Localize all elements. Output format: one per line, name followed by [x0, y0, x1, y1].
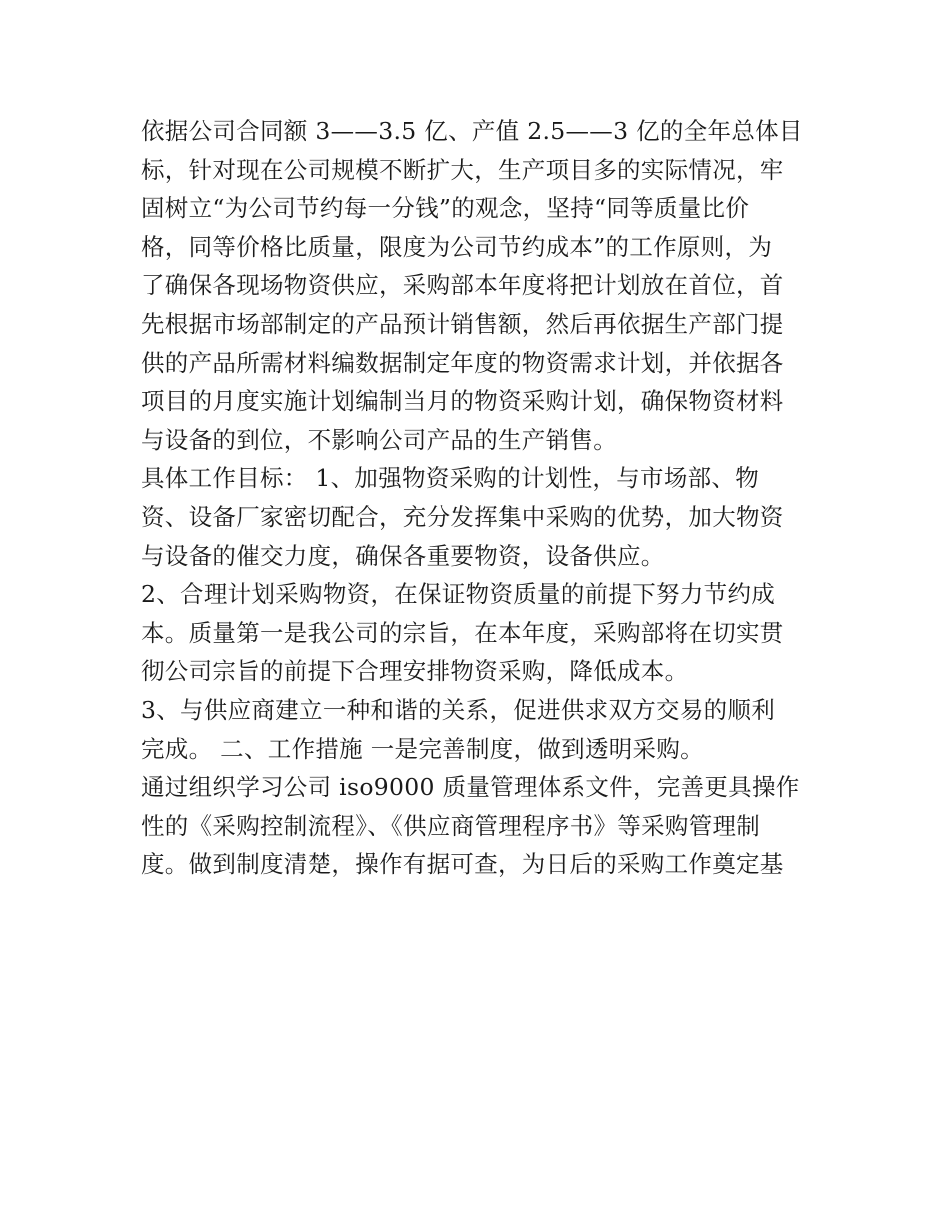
text-line-10: 具体工作目标： 1、加强物资采购的计划性，与市场部、物 [141, 464, 760, 493]
text-line-11: 资、设备厂家密切配合，充分发挥集中采购的优势，加大物资 [141, 502, 784, 531]
text-line-3: 固树立“为公司节约每一分钱”的观念，坚持“同等质量比价 [141, 194, 750, 223]
text-line-17: 完成。 二、工作措施 一是完善制度，做到透明采购。 [141, 734, 704, 763]
text-line-20: 度。做到制度清楚，操作有据可查，为日后的采购工作奠定基 [141, 850, 784, 879]
text-line-2: 标，针对现在公司规模不断扩大，生产项目多的实际情况，牢 [141, 155, 784, 184]
text-line-6: 先根据市场部制定的产品预计销售额，然后再依据生产部门提 [141, 309, 784, 338]
text-line-8: 项目的月度实施计划编制当月的物资采购计划，确保物资材料 [141, 387, 784, 416]
text-line-5: 了确保各现场物资供应，采购部本年度将把计划放在首位，首 [141, 271, 784, 300]
document-body [141, 112, 821, 884]
text-line-13: 2、合理计划采购物资，在保证物资质量的前提下努力节约成 [141, 580, 776, 609]
text-line-19: 性的《采购控制流程》、《供应商管理程序书》等采购管理制 [141, 811, 761, 840]
text-line-18: 通过组织学习公司 iso9000 质量管理体系文件，完善更具操作 [141, 773, 800, 802]
text-line-4: 格，同等价格比质量，限度为公司节约成本”的工作原则，为 [141, 232, 773, 261]
text-line-12: 与设备的催交力度，确保各重要物资，设备供应。 [141, 541, 665, 570]
text-line-15: 彻公司宗旨的前提下合理安排物资采购，降低成本。 [141, 657, 689, 686]
text-line-9: 与设备的到位，不影响公司产品的生产销售。 [141, 425, 617, 454]
text-line-7: 供的产品所需材料编数据制定年度的物资需求计划，并依据各 [141, 348, 784, 377]
text-line-1: 依据公司合同额 3——3.5 亿、产值 2.5——3 亿的全年总体目 [141, 117, 803, 145]
text-line-14: 本。质量第一是我公司的宗旨，在本年度，采购部将在切实贯 [141, 618, 784, 647]
text-line-16: 3、与供应商建立一种和谐的关系，促进供求双方交易的顺利 [141, 695, 776, 724]
